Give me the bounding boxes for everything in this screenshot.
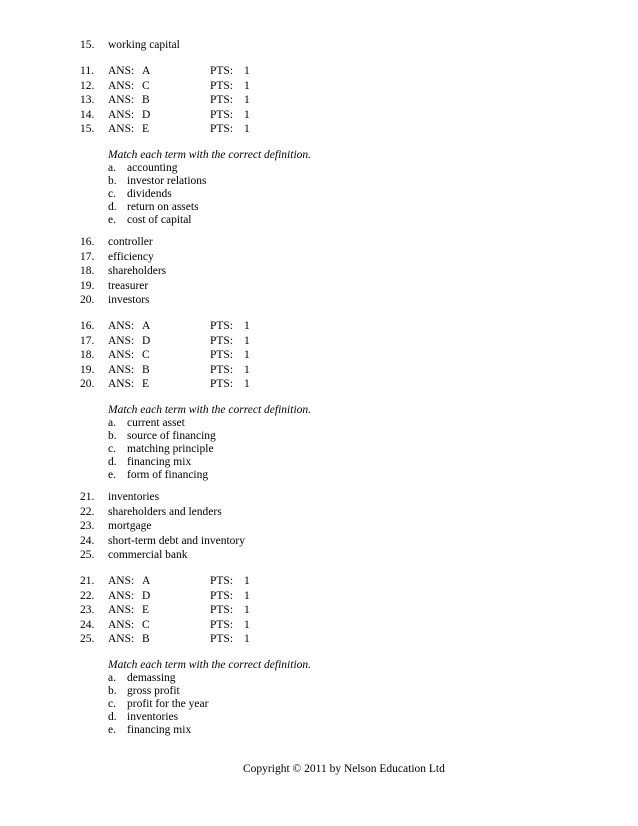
question-number: 17. — [80, 250, 95, 263]
question-number: 23. — [80, 520, 95, 532]
pts-value: 1 — [244, 633, 250, 645]
ans-value: D — [142, 589, 151, 602]
ans-value: A — [142, 320, 151, 332]
question-term: working capital — [108, 39, 180, 51]
ans-label: ANS: — [108, 363, 135, 376]
ans-label: ANS: — [108, 349, 135, 361]
pts-label: PTS: — [210, 589, 234, 602]
ans-value: A — [142, 65, 151, 77]
question-number: 15. — [80, 39, 95, 51]
question-number: 21. — [80, 491, 95, 503]
question-term: inventories — [108, 491, 160, 503]
option-text: form of financing — [127, 469, 209, 481]
ans-label: ANS: — [108, 123, 135, 135]
pts-label: PTS: — [210, 633, 234, 645]
question-number: 18. — [80, 265, 95, 277]
copyright-footer: Copyright © 2011 by Nelson Education Ltd — [243, 763, 445, 775]
pts-label: PTS: — [210, 320, 234, 332]
answer-number: 14. — [80, 108, 95, 121]
option-text: profit for the year — [127, 698, 209, 710]
option-letter: b. — [108, 175, 117, 187]
question-number: 20. — [80, 294, 95, 306]
ans-label: ANS: — [108, 378, 135, 390]
instruction-text: Match each term with the correct definition. — [108, 404, 312, 416]
ans-value: C — [142, 618, 150, 631]
question-term: treasurer — [108, 279, 149, 292]
answer-number: 15. — [80, 123, 95, 135]
option-letter: b. — [108, 685, 117, 697]
pts-label: PTS: — [210, 604, 234, 616]
pts-value: 1 — [244, 320, 250, 332]
option-text: source of financing — [127, 430, 216, 442]
option-letter: b. — [108, 430, 117, 442]
pts-label: PTS: — [210, 94, 234, 106]
ans-label: ANS: — [108, 108, 135, 121]
option-text: current asset — [127, 417, 185, 429]
ans-value: D — [142, 334, 151, 347]
pts-label: PTS: — [210, 79, 234, 92]
ans-label: ANS: — [108, 589, 135, 602]
option-letter: a. — [108, 162, 116, 174]
option-letter: d. — [108, 711, 117, 723]
answer-number: 20. — [80, 378, 95, 390]
option-letter: e. — [108, 724, 116, 736]
ans-value: A — [142, 575, 151, 587]
question-term: controller — [108, 236, 153, 248]
option-letter: e. — [108, 214, 116, 226]
ans-label: ANS: — [108, 320, 135, 332]
question-term: shareholders and lenders — [108, 505, 222, 518]
question-term: short-term debt and inventory — [108, 534, 246, 547]
pts-value: 1 — [244, 65, 250, 77]
ans-label: ANS: — [108, 618, 135, 631]
ans-value: B — [142, 363, 150, 376]
ans-value: C — [142, 79, 150, 92]
pts-value: 1 — [244, 618, 250, 631]
option-text: demassing — [127, 672, 176, 684]
ans-value: D — [142, 108, 151, 121]
option-letter: d. — [108, 201, 117, 213]
option-text: matching principle — [127, 443, 214, 455]
ans-label: ANS: — [108, 94, 135, 106]
pts-value: 1 — [244, 378, 250, 390]
pts-value: 1 — [244, 334, 250, 347]
ans-value: C — [142, 349, 150, 361]
pts-value: 1 — [244, 94, 250, 106]
pts-label: PTS: — [210, 363, 234, 376]
option-text: financing mix — [127, 456, 192, 468]
option-letter: c. — [108, 698, 116, 710]
pts-value: 1 — [244, 123, 250, 135]
answer-number: 18. — [80, 349, 95, 361]
answer-number: 25. — [80, 633, 95, 645]
question-number: 16. — [80, 236, 95, 248]
question-number: 19. — [80, 279, 95, 292]
option-text: cost of capital — [127, 214, 192, 226]
option-text: return on assets — [127, 201, 199, 213]
option-letter: c. — [108, 188, 116, 200]
ans-label: ANS: — [108, 633, 135, 645]
pts-label: PTS: — [210, 618, 234, 631]
ans-value: E — [142, 123, 150, 135]
option-text: accounting — [127, 162, 178, 174]
question-term: shareholders — [108, 265, 167, 277]
ans-value: E — [142, 378, 150, 390]
pts-value: 1 — [244, 575, 250, 587]
answer-number: 21. — [80, 575, 95, 587]
answer-number: 12. — [80, 79, 95, 92]
answer-number: 17. — [80, 334, 95, 347]
ans-label: ANS: — [108, 604, 135, 616]
answer-number: 13. — [80, 94, 95, 106]
pts-value: 1 — [244, 363, 250, 376]
pts-value: 1 — [244, 349, 250, 361]
option-letter: d. — [108, 456, 117, 468]
question-number: 24. — [80, 534, 95, 547]
question-number: 22. — [80, 505, 95, 518]
ans-label: ANS: — [108, 79, 135, 92]
option-letter: c. — [108, 443, 116, 455]
pts-value: 1 — [244, 79, 250, 92]
option-letter: a. — [108, 417, 116, 429]
instruction-text: Match each term with the correct definition. — [108, 149, 312, 161]
pts-label: PTS: — [210, 123, 234, 135]
question-number: 25. — [80, 549, 95, 561]
instruction-text: Match each term with the correct definition. — [108, 659, 312, 671]
pts-label: PTS: — [210, 108, 234, 121]
pts-label: PTS: — [210, 378, 234, 390]
ans-value: E — [142, 604, 150, 616]
answer-number: 23. — [80, 604, 95, 616]
option-letter: a. — [108, 672, 116, 684]
pts-label: PTS: — [210, 349, 234, 361]
answer-number: 22. — [80, 589, 95, 602]
pts-value: 1 — [244, 108, 250, 121]
answer-number: 16. — [80, 320, 95, 332]
ans-value: B — [142, 633, 150, 645]
answer-number: 19. — [80, 363, 95, 376]
option-text: investor relations — [127, 175, 207, 187]
pts-label: PTS: — [210, 575, 234, 587]
answer-number: 11. — [80, 65, 94, 77]
ans-value: B — [142, 94, 150, 106]
pts-value: 1 — [244, 604, 250, 616]
pts-value: 1 — [244, 589, 250, 602]
question-term: mortgage — [108, 520, 152, 532]
ans-label: ANS: — [108, 575, 135, 587]
pts-label: PTS: — [210, 65, 234, 77]
answer-number: 24. — [80, 618, 95, 631]
option-text: financing mix — [127, 724, 192, 736]
option-text: inventories — [127, 711, 179, 723]
question-term: efficiency — [108, 250, 154, 263]
option-text: gross profit — [127, 685, 180, 697]
question-term: investors — [108, 294, 150, 306]
option-letter: e. — [108, 469, 116, 481]
ans-label: ANS: — [108, 65, 135, 77]
ans-label: ANS: — [108, 334, 135, 347]
question-term: commercial bank — [108, 549, 188, 561]
pts-label: PTS: — [210, 334, 234, 347]
option-text: dividends — [127, 188, 172, 200]
